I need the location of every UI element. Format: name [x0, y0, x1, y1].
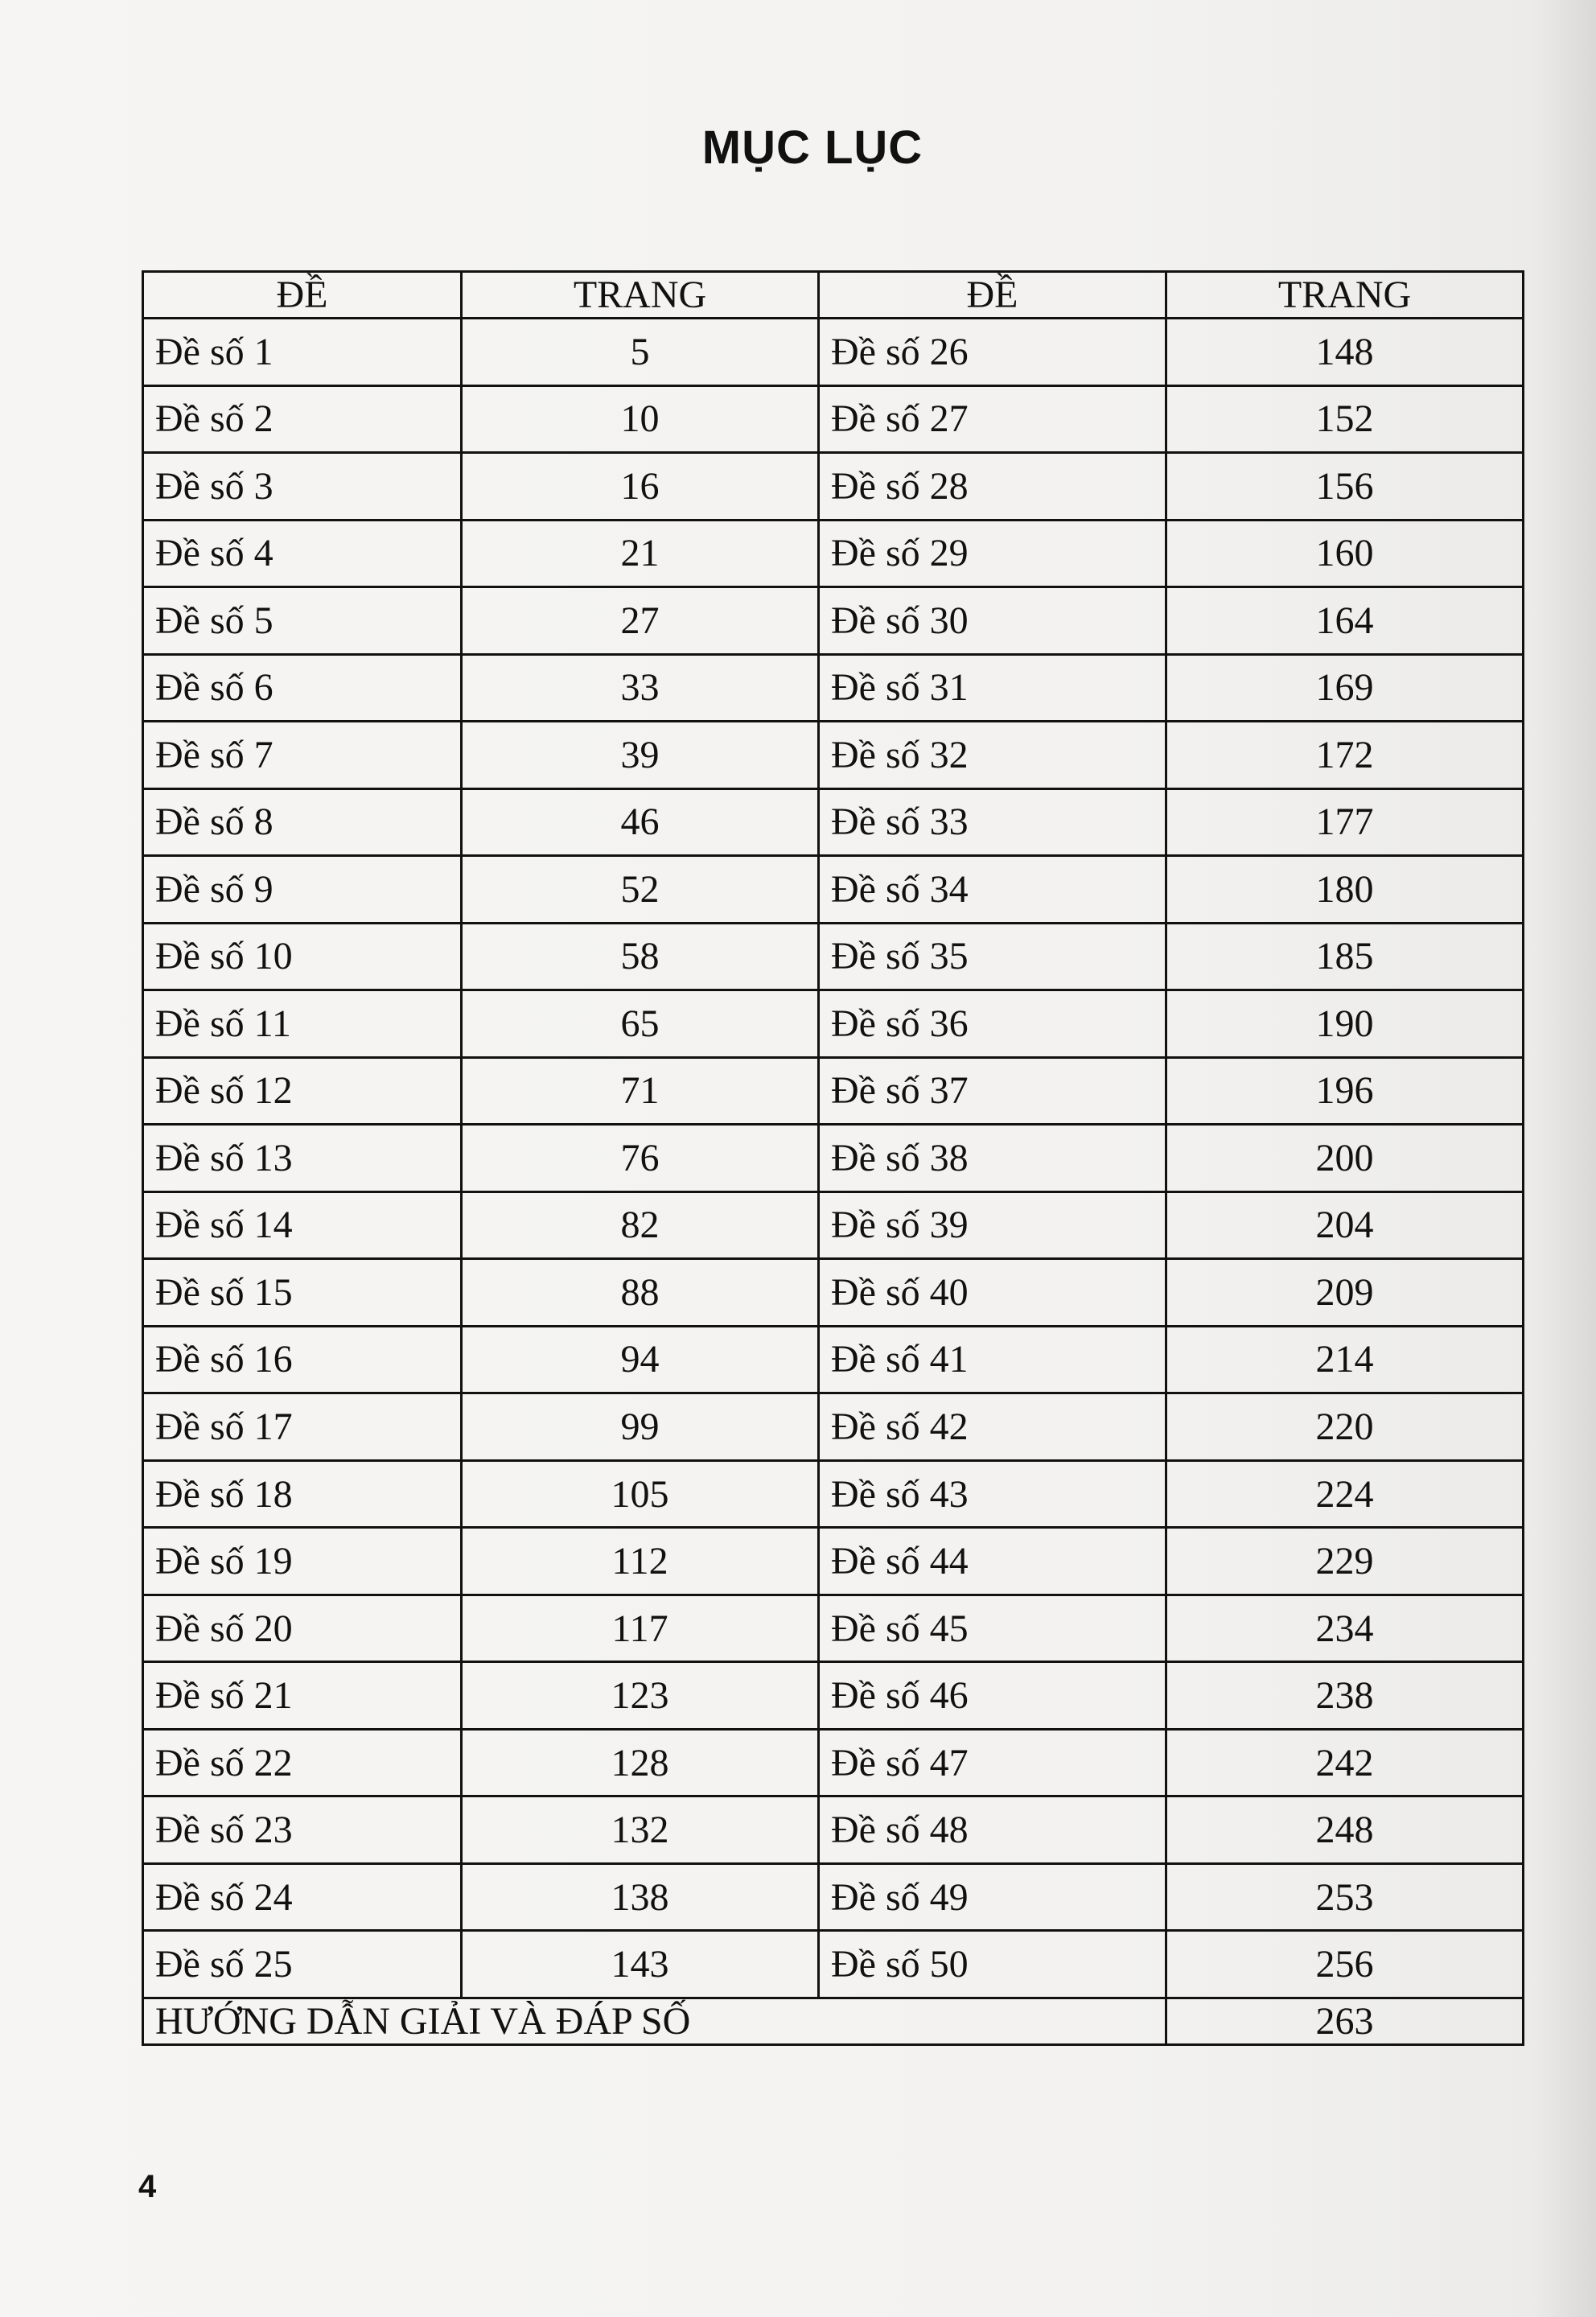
- exam-page-right: 152: [1166, 385, 1524, 453]
- exam-name-right: Đề số 36: [819, 990, 1166, 1058]
- table-of-contents: [142, 270, 1524, 2046]
- table-row: [143, 722, 1524, 789]
- exam-page-left: 33: [462, 654, 819, 722]
- exam-page-left: 58: [462, 923, 819, 990]
- table-row: [143, 1393, 1524, 1461]
- exam-name-right: Đề số 37: [819, 1057, 1166, 1125]
- exam-page-left: 21: [462, 520, 819, 587]
- exam-page-right: 148: [1166, 319, 1524, 386]
- exam-page-right: 156: [1166, 453, 1524, 521]
- table-row: [143, 1662, 1524, 1730]
- exam-page-left: 112: [462, 1528, 819, 1595]
- exam-page-right: 204: [1166, 1191, 1524, 1259]
- exam-name-left: Đề số 7: [143, 722, 462, 789]
- exam-name-left: Đề số 3: [143, 453, 462, 521]
- table-row: [143, 1729, 1524, 1796]
- exam-name-right: Đề số 40: [819, 1259, 1166, 1327]
- exam-page-right: 248: [1166, 1796, 1524, 1864]
- exam-name-right: Đề số 44: [819, 1528, 1166, 1595]
- exam-page-left: 82: [462, 1191, 819, 1259]
- exam-page-left: 138: [462, 1863, 819, 1931]
- exam-name-left: Đề số 14: [143, 1191, 462, 1259]
- header-page-right: TRANG: [1166, 272, 1524, 319]
- table-row: [143, 587, 1524, 655]
- exam-name-left: Đề số 18: [143, 1460, 462, 1528]
- exam-page-right: 180: [1166, 856, 1524, 924]
- exam-page-left: 65: [462, 990, 819, 1058]
- exam-page-right: 234: [1166, 1595, 1524, 1662]
- page-number: 4: [138, 2169, 157, 2204]
- exam-name-left: Đề số 4: [143, 520, 462, 587]
- table-row: [143, 1796, 1524, 1864]
- toc-body: [143, 319, 1524, 1998]
- exam-page-left: 16: [462, 453, 819, 521]
- exam-page-right: 238: [1166, 1662, 1524, 1730]
- exam-name-right: Đề số 38: [819, 1125, 1166, 1192]
- exam-name-right: Đề số 34: [819, 856, 1166, 924]
- exam-name-right: Đề số 29: [819, 520, 1166, 587]
- exam-name-left: Đề số 24: [143, 1863, 462, 1931]
- exam-page-right: 200: [1166, 1125, 1524, 1192]
- table-row: [143, 1528, 1524, 1595]
- exam-page-left: 10: [462, 385, 819, 453]
- exam-name-right: Đề số 26: [819, 319, 1166, 386]
- exam-page-right: 214: [1166, 1326, 1524, 1393]
- table-row: [143, 453, 1524, 521]
- exam-name-right: Đề số 43: [819, 1460, 1166, 1528]
- exam-name-left: Đề số 16: [143, 1326, 462, 1393]
- exam-page-left: 99: [462, 1393, 819, 1461]
- exam-page-right: 160: [1166, 520, 1524, 587]
- header-row: [143, 272, 1524, 319]
- exam-page-left: 105: [462, 1460, 819, 1528]
- exam-page-left: 52: [462, 856, 819, 924]
- exam-page-right: 209: [1166, 1259, 1524, 1327]
- exam-page-left: 46: [462, 788, 819, 856]
- exam-name-left: Đề số 17: [143, 1393, 462, 1461]
- exam-name-right: Đề số 50: [819, 1931, 1166, 1998]
- exam-name-right: Đề số 46: [819, 1662, 1166, 1730]
- exam-name-right: Đề số 41: [819, 1326, 1166, 1393]
- exam-name-left: Đề số 6: [143, 654, 462, 722]
- exam-name-right: Đề số 35: [819, 923, 1166, 990]
- exam-name-left: Đề số 10: [143, 923, 462, 990]
- table-row: [143, 520, 1524, 587]
- exam-name-left: Đề số 23: [143, 1796, 462, 1864]
- exam-page-right: 256: [1166, 1931, 1524, 1998]
- exam-page-left: 88: [462, 1259, 819, 1327]
- table-row: [143, 1863, 1524, 1931]
- table-row: [143, 1460, 1524, 1528]
- exam-page-right: 172: [1166, 722, 1524, 789]
- exam-page-right: 242: [1166, 1729, 1524, 1796]
- answers-section-label: HƯỚNG DẪN GIẢI VÀ ĐÁP SỐ: [143, 1998, 1166, 2045]
- exam-name-right: Đề số 45: [819, 1595, 1166, 1662]
- exam-page-left: 27: [462, 587, 819, 655]
- header-page-left: TRANG: [462, 272, 819, 319]
- table-row: [143, 788, 1524, 856]
- exam-name-left: Đề số 2: [143, 385, 462, 453]
- exam-name-left: Đề số 22: [143, 1729, 462, 1796]
- header-exam-right: ĐỀ: [819, 272, 1166, 319]
- exam-name-right: Đề số 47: [819, 1729, 1166, 1796]
- exam-name-left: Đề số 9: [143, 856, 462, 924]
- table-row: [143, 385, 1524, 453]
- header-exam-left: ĐỀ: [143, 272, 462, 319]
- exam-page-left: 71: [462, 1057, 819, 1125]
- exam-name-left: Đề số 12: [143, 1057, 462, 1125]
- exam-name-right: Đề số 27: [819, 385, 1166, 453]
- exam-page-right: 164: [1166, 587, 1524, 655]
- exam-page-left: 5: [462, 319, 819, 386]
- exam-page-left: 123: [462, 1662, 819, 1730]
- exam-page-right: 196: [1166, 1057, 1524, 1125]
- exam-name-left: Đề số 8: [143, 788, 462, 856]
- table-row: [143, 319, 1524, 386]
- table-row: [143, 923, 1524, 990]
- exam-page-left: 94: [462, 1326, 819, 1393]
- exam-name-left: Đề số 15: [143, 1259, 462, 1327]
- exam-name-left: Đề số 13: [143, 1125, 462, 1192]
- exam-name-left: Đề số 20: [143, 1595, 462, 1662]
- table-row: [143, 1191, 1524, 1259]
- table-row: [143, 654, 1524, 722]
- table-row: [143, 1931, 1524, 1998]
- exam-name-right: Đề số 49: [819, 1863, 1166, 1931]
- table-row: [143, 1125, 1524, 1192]
- table-row: [143, 1595, 1524, 1662]
- exam-page-left: 39: [462, 722, 819, 789]
- exam-page-left: 143: [462, 1931, 819, 1998]
- exam-name-right: Đề số 32: [819, 722, 1166, 789]
- answers-section-page: 263: [1166, 1998, 1524, 2045]
- exam-name-left: Đề số 19: [143, 1528, 462, 1595]
- exam-page-right: 185: [1166, 923, 1524, 990]
- exam-page-left: 132: [462, 1796, 819, 1864]
- exam-page-right: 229: [1166, 1528, 1524, 1595]
- exam-name-right: Đề số 33: [819, 788, 1166, 856]
- exam-page-left: 76: [462, 1125, 819, 1192]
- table-row: [143, 856, 1524, 924]
- exam-page-right: 169: [1166, 654, 1524, 722]
- exam-page-right: 224: [1166, 1460, 1524, 1528]
- exam-page-right: 177: [1166, 788, 1524, 856]
- exam-page-right: 253: [1166, 1863, 1524, 1931]
- exam-name-right: Đề số 48: [819, 1796, 1166, 1864]
- exam-name-left: Đề số 11: [143, 990, 462, 1058]
- exam-name-right: Đề số 42: [819, 1393, 1166, 1461]
- exam-name-right: Đề số 39: [819, 1191, 1166, 1259]
- exam-page-right: 190: [1166, 990, 1524, 1058]
- table-row: [143, 1057, 1524, 1125]
- exam-name-left: Đề số 21: [143, 1662, 462, 1730]
- page-title: MỤC LỤC: [701, 121, 923, 174]
- exam-page-left: 117: [462, 1595, 819, 1662]
- footer-row: [143, 1998, 1524, 2045]
- exam-name-right: Đề số 28: [819, 453, 1166, 521]
- exam-name-right: Đề số 30: [819, 587, 1166, 655]
- exam-name-left: Đề số 1: [143, 319, 462, 386]
- table-row: [143, 990, 1524, 1058]
- exam-name-left: Đề số 5: [143, 587, 462, 655]
- exam-page-right: 220: [1166, 1393, 1524, 1461]
- exam-page-left: 128: [462, 1729, 819, 1796]
- exam-name-right: Đề số 31: [819, 654, 1166, 722]
- exam-name-left: Đề số 25: [143, 1931, 462, 1998]
- table-row: [143, 1259, 1524, 1327]
- table-row: [143, 1326, 1524, 1393]
